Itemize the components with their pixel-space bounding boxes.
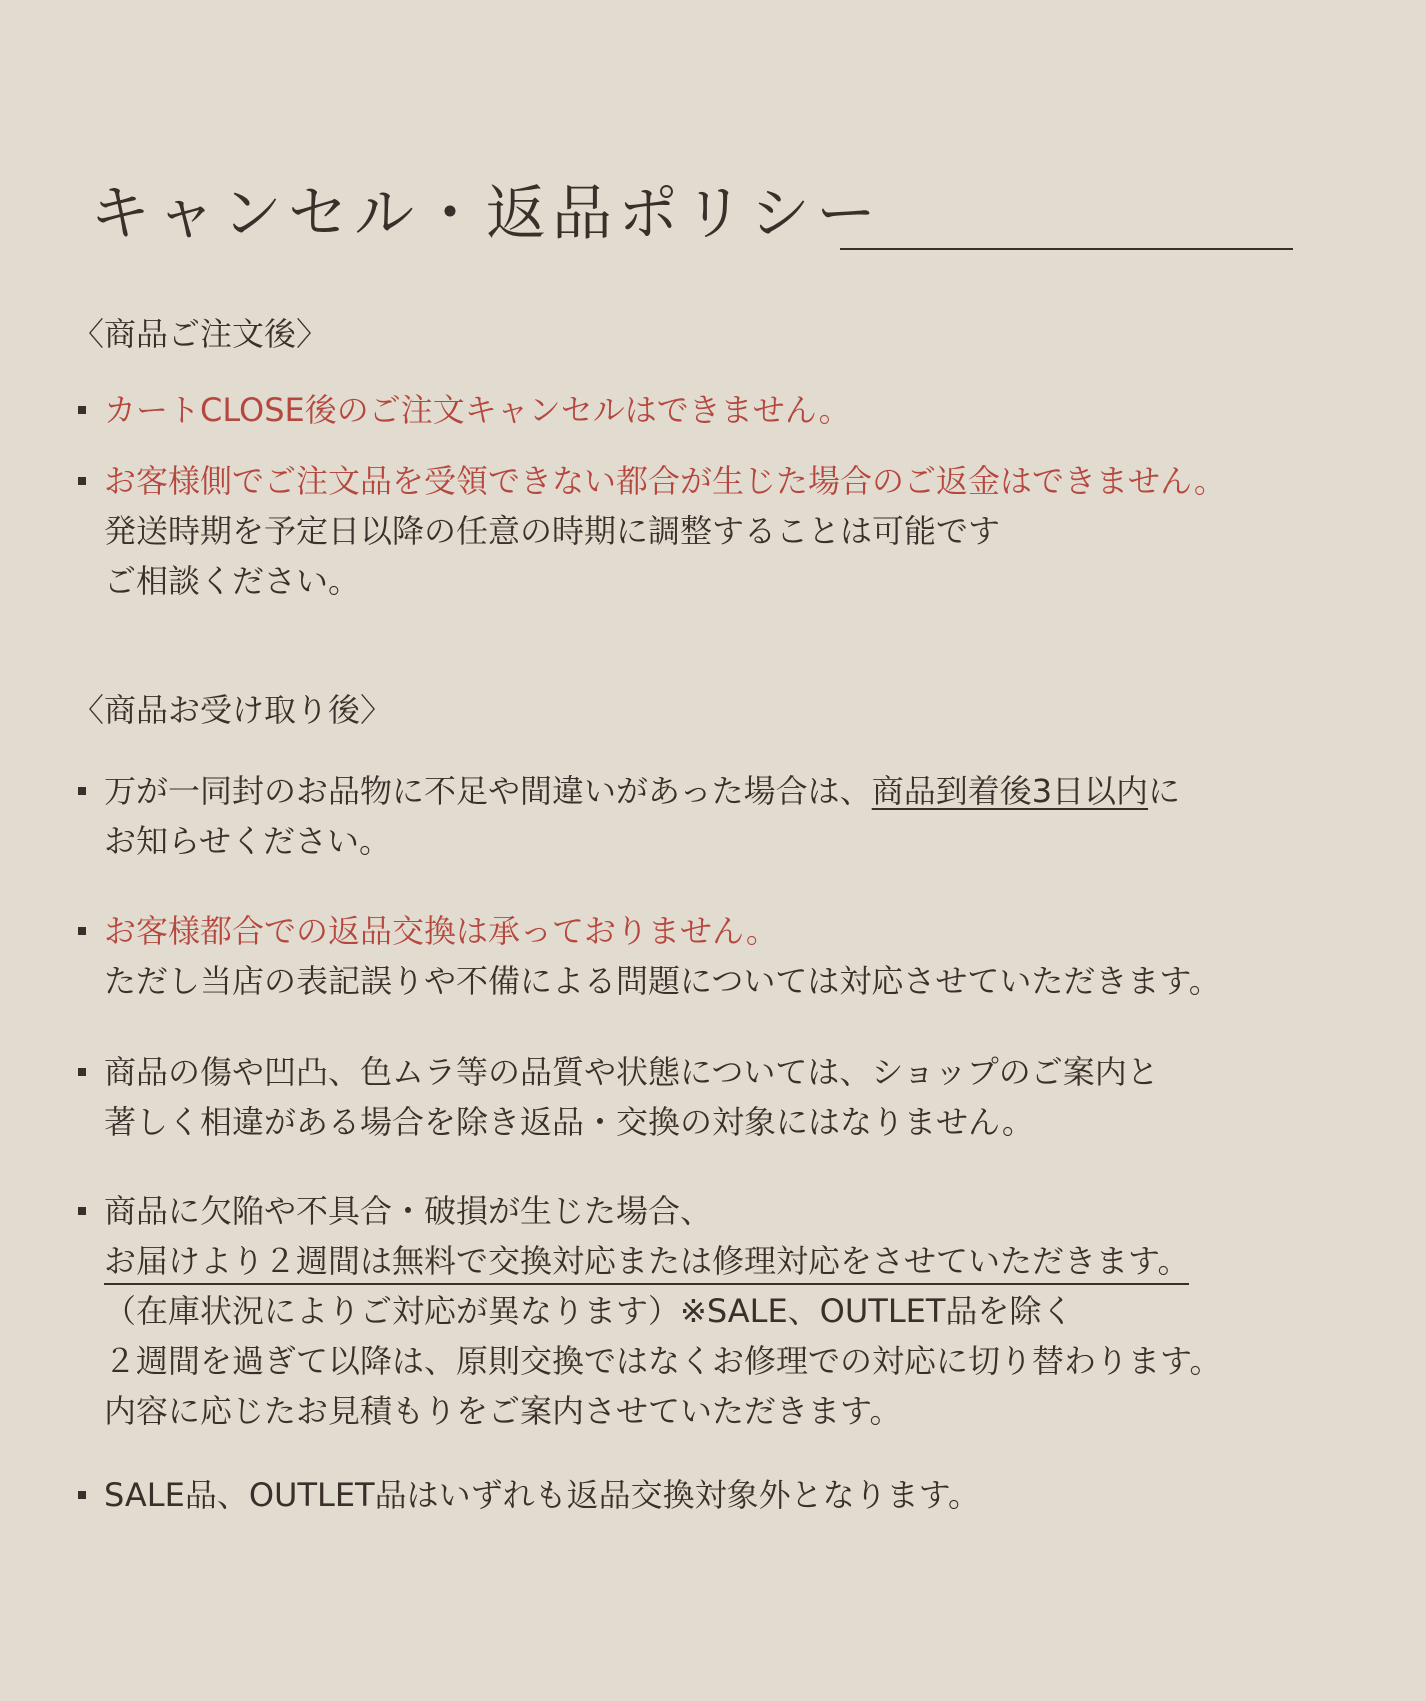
bullet-marker <box>78 406 86 414</box>
list-item-text: ご相談ください。 <box>104 562 361 600</box>
list-item-text: お知らせください。 <box>104 822 392 860</box>
list-item-text: ２週間を過ぎて以降は、原則交換ではなくお修理での対応に切り替わります。 <box>104 1342 1222 1380</box>
bullet-marker <box>78 477 86 485</box>
list-item-text: カートCLOSE後のご注文キャンセルはできません。 <box>104 391 851 429</box>
list-item-text: 商品に欠陥や不具合・破損が生じた場合、 <box>104 1192 713 1230</box>
warranty-underlined-text: お届けより２週間は無料で交換対応または修理対応をさせていただきます。 <box>104 1239 1189 1285</box>
title-rule <box>840 248 1293 250</box>
bullet-marker <box>78 1491 86 1499</box>
list-item-text: 著しく相違がある場合を除き返品・交換の対象にはなりません。 <box>104 1103 1034 1141</box>
title-row <box>90 178 882 250</box>
list-item-text: SALE品、OUTLET品はいずれも返品交換対象外となります。 <box>104 1476 981 1514</box>
bullet-marker <box>78 927 86 935</box>
list-item-text: ただし当店の表記誤りや不備による問題については対応させていただきます。 <box>104 962 1221 1000</box>
list-item-text: 内容に応じたお見積もりをご案内させていただきます。 <box>104 1392 902 1430</box>
section-heading-after-order: 〈商品ご注文後〉 <box>72 315 329 353</box>
list-item-line <box>104 766 1334 816</box>
list-item-text: （在庫状況によりご対応が異なります）※SALE、OUTLET品を除く <box>104 1292 1074 1330</box>
page-title: キャンセル・返品ポリシー <box>90 179 882 249</box>
bullet-marker <box>78 787 86 795</box>
deadline-underlined-text: 商品到着後3日以内 <box>871 772 1149 810</box>
list-item-text: お客様側でご注文品を受領できない都合が生じた場合のご返金はできません。 <box>104 462 1226 500</box>
list-item-text: に <box>1148 772 1181 810</box>
bullet-marker <box>78 1068 86 1076</box>
list-item-text: お客様都合での返品交換は承っておりません。 <box>104 912 778 950</box>
section-heading-after-receipt: 〈商品お受け取り後〉 <box>72 691 393 729</box>
list-item-text: 万が一同封のお品物に不足や間違いがあった場合は、 <box>104 772 872 810</box>
list-item-text: 商品の傷や凹凸、色ムラ等の品質や状態については、ショップのご案内と <box>104 1053 1159 1091</box>
list-item-text: 発送時期を予定日以降の任意の時期に調整することは可能です <box>104 512 1001 550</box>
bullet-marker <box>78 1207 86 1215</box>
list-item-line <box>104 1236 1334 1286</box>
